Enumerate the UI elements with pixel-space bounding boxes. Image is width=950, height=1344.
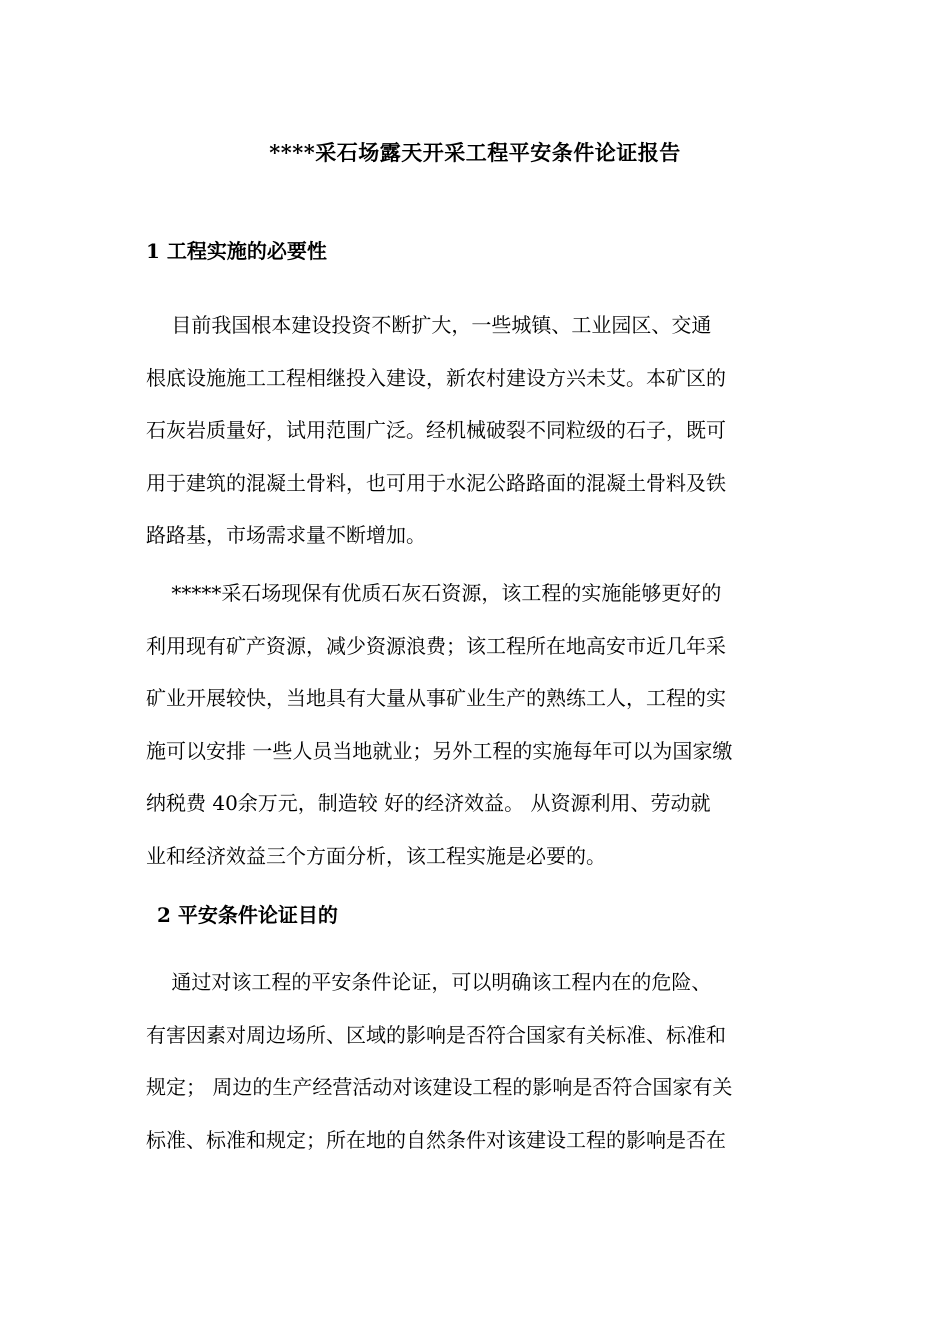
paragraph-line: 用于建筑的混凝土骨料，也可用于水泥公路路面的混凝土骨料及铁: [146, 470, 726, 495]
section-2-paragraph-1: [146, 956, 810, 1166]
section-2-heading: 2 平安条件论证目的: [157, 903, 338, 927]
paragraph-line: 矿业开展较快，当地具有大量从事矿业生产的熟练工人，工程的实: [146, 686, 726, 710]
paragraph-line: 通过对该工程的平安条件论证，可以明确该工程内在的危险、: [146, 970, 712, 994]
section-1-heading: 1 工程实施的必要性: [146, 239, 327, 263]
paragraph-line: 有害因素对周边场所、区域的影响是否符合国家有关标准、标准和: [146, 1022, 726, 1047]
document-title: ****采石场露天开采工程平安条件论证报告: [269, 140, 681, 165]
paragraph-line: 施可以安排 一些人员当地就业；另外工程的实施每年可以为国家缴: [146, 738, 733, 763]
paragraph-line: 石灰岩质量好，试用范围广泛。经机械破裂不同粒级的石子，既可: [146, 418, 726, 442]
paragraph-line: 纳税费 40余万元，制造较 好的经济效益。 从资源利用、劳动就: [146, 791, 711, 815]
paragraph-line: 标准、标准和规定；所在地的自然条件对该建设工程的影响是否在: [146, 1127, 726, 1152]
paragraph-line: 利用现有矿产资源，减少资源浪费；该工程所在地高安市近几年采: [146, 633, 726, 658]
paragraph-line: 路路基，市场需求量不断增加。: [146, 523, 426, 547]
section-1-paragraph-2: [146, 567, 810, 882]
paragraph-line: 规定； 周边的生产经营活动对该建设工程的影响是否符合国家有关: [146, 1075, 733, 1099]
paragraph-line: 根底设施施工工程相继投入建设，新农村建设方兴未艾。本矿区的: [146, 365, 726, 390]
section-1-paragraph-1: [146, 299, 810, 562]
paragraph-line: *****采石场现保有优质石灰石资源，该工程的实施能够更好的: [146, 581, 722, 605]
paragraph-line: 目前我国根本建设投资不断扩大，一些城镇、工业园区、交通: [146, 313, 712, 337]
paragraph-line: 业和经济效益三个方面分析，该工程实施是必要的。: [146, 843, 606, 868]
